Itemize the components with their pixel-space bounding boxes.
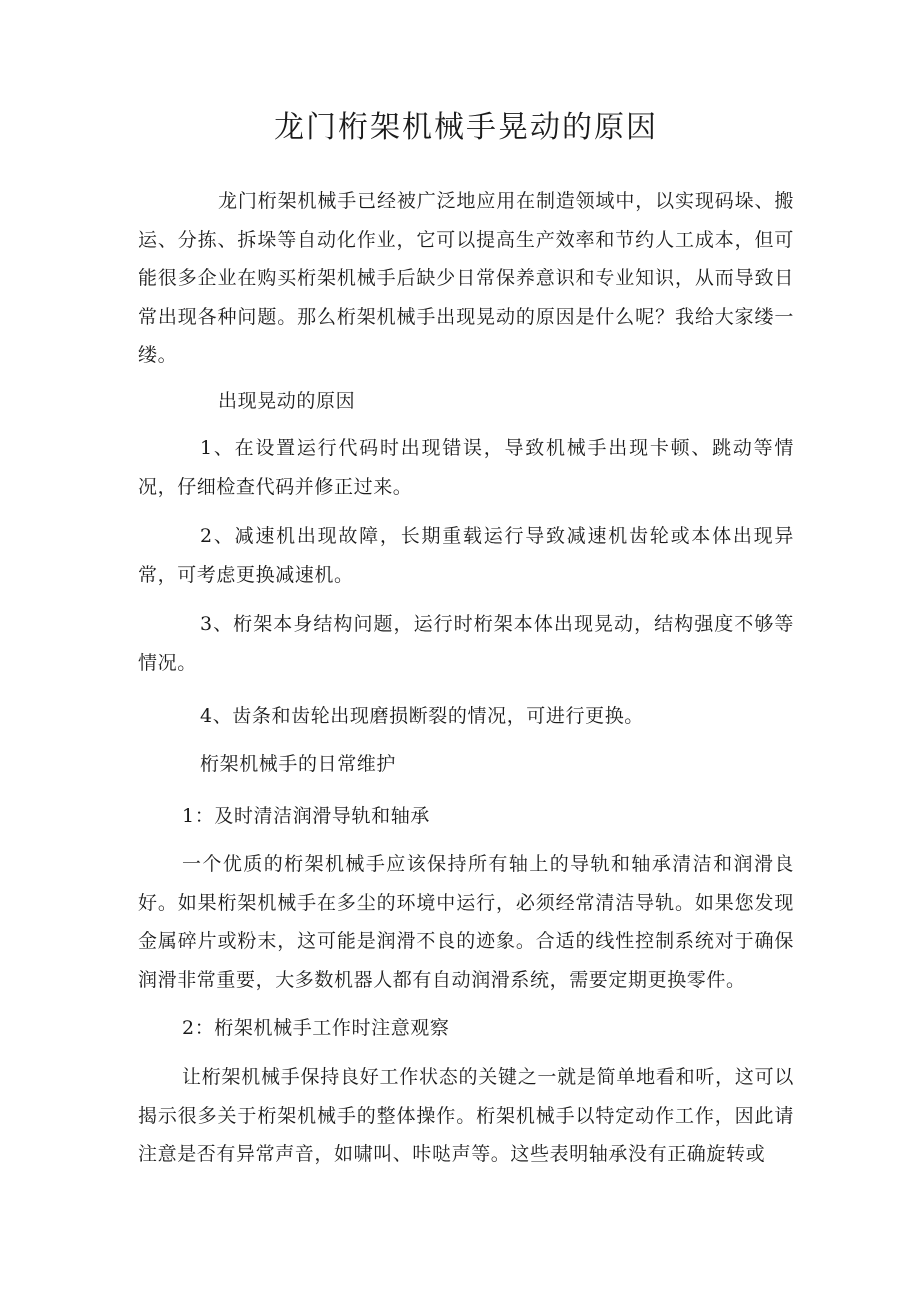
section-heading-maintenance: 桁架机械手的日常维护: [200, 753, 397, 775]
intro-paragraph: 龙门桁架机械手已经被广泛地应用在制造领域中，以实现码垛、搬运、分拣、拆垛等自动化作业，它可以提高生产效率和节约人工成本，但可能很多企业在购买桁架机械手后缺少日常保养意识和专业知识，从而导致日常出现各种问题。那么桁架机械手出现晃动的原因是什么呢？我给大家缕一缕。: [138, 190, 794, 366]
maintenance-heading-2: 2：桁架机械手工作时注意观察: [182, 1017, 450, 1039]
section-heading-causes: 出现晃动的原因: [218, 390, 356, 412]
maintenance-heading-1: 1：及时清洁润滑导轨和轴承: [182, 805, 430, 827]
cause-item-1: 1、在设置运行代码时出现错误，导致机械手出现卡顿、跳动等情况，仔细检查代码并修正过来。: [138, 437, 794, 498]
maintenance-text-2: 让桁架机械手保持良好工作状态的关键之一就是简单地看和听，这可以揭示很多关于桁架机械手的整体操作。桁架机械手以特定动作工作，因此请注意是否有异常声音，如啸叫、咔哒声等。这些表明轴承没有正确旋转或: [138, 1066, 794, 1165]
cause-item-2: 2、减速机出现故障，长期重载运行导致减速机齿轮或本体出现异常，可考虑更换减速机。: [138, 525, 794, 586]
maintenance-text-1: 一个优质的桁架机械手应该保持所有轴上的导轨和轴承清洁和润滑良好。如果桁架机械手在多尘的环境中运行，必须经常清洁导轨。如果您发现金属碎片或粉末，这可能是润滑不良的迹象。合适的线性控制系统对于确保润滑非常重要，大多数机器人都有自动润滑系统，需要定期更换零件。: [138, 853, 794, 991]
cause-item-3: 3、桁架本身结构问题，运行时桁架本体出现晃动，结构强度不够等情况。: [138, 613, 794, 674]
document-title: 龙门桁架机械手晃动的原因: [274, 110, 658, 145]
cause-item-4: 4、齿条和齿轮出现磨损断裂的情况，可进行更换。: [200, 705, 644, 727]
